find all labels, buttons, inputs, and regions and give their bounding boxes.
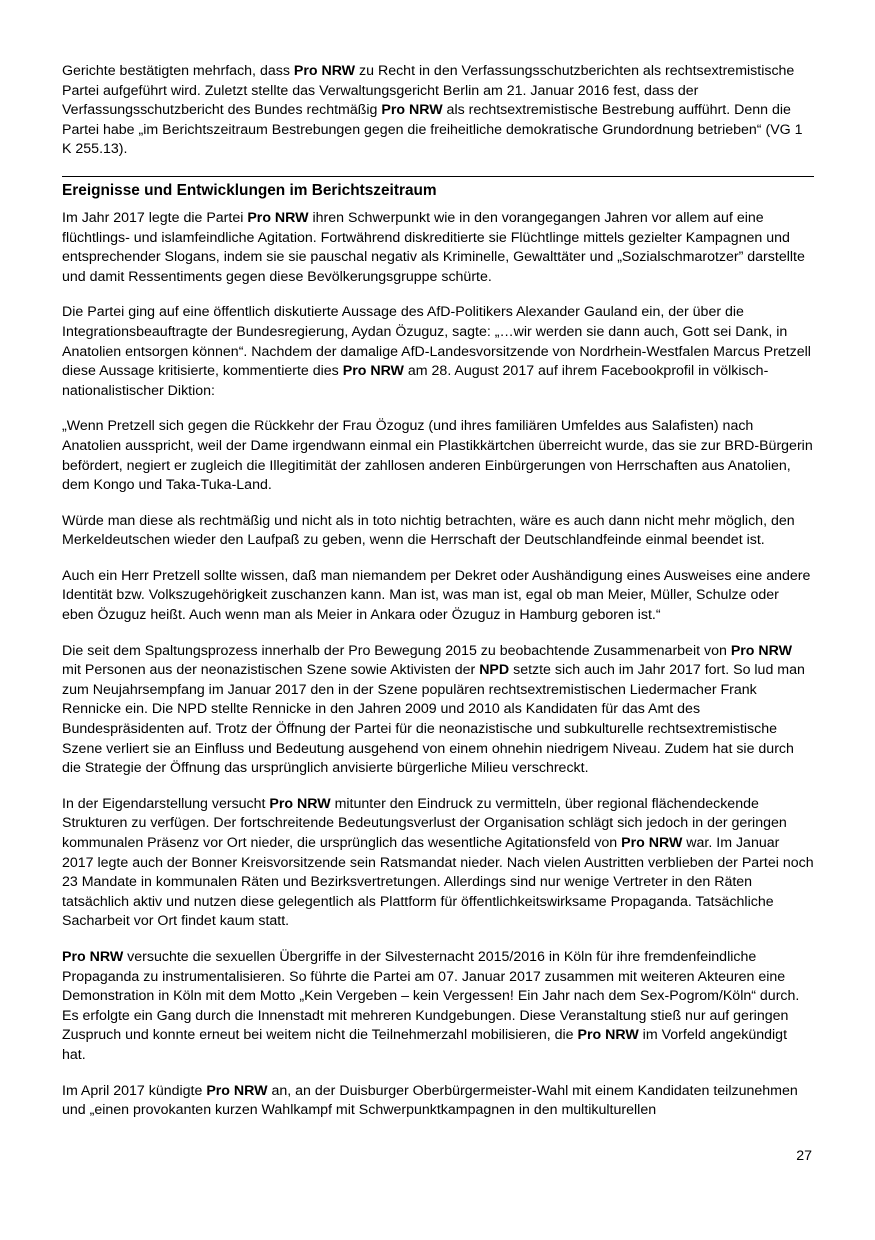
- text-run: Im Jahr 2017 legte die Partei: [62, 209, 248, 226]
- body-paragraph: [62, 642, 814, 779]
- text-run: zu Recht in den Verfassungsschutzberichten als rechtsextremistische Partei aufgeführt wird. Zuletzt stellte das Verwaltungsgericht Berlin am 21. Januar 2016 fest, dass der Verfassungsschutzbericht des Bundes rechtmäßig: [62, 63, 795, 119]
- body-paragraph: [62, 512, 814, 551]
- text-run: war. Im Januar 2017 legte auch der Bonner Kreisvorsitzende sein Ratsmandat nieder. Nach vielen Austritten verblieben der Partei noch 23 Mandate in kommunalen Räten und Bezirksvertretungen. Allerdings sind nur wenige Vertreter in den Räten tatsächlich aktiv und nutzen diese gelegentlich als Plattform für öffentlichkeitswirksame Propaganda. Tatsächliche Sacharbeit vor Ort findet kaum statt.: [62, 835, 814, 930]
- bold-text: Pro NRW: [577, 1027, 639, 1044]
- page-body: [62, 62, 814, 1137]
- text-run: „Wenn Pretzell sich gegen die Rückkehr der Frau Özoguz (und ihres familiären Umfeldes aus Salafisten) nach Anatolien ausspricht, weil der Dame irgendwann einmal ein Plastikkärtchen überreicht wurde, das sie zur BRD-Bürgerin befördert, negiert er zugleich die Illegitimität der zahllosen anderen Einbürgerungen von Herrschaften aus Anatolien, dem Kongo und Taka-Tuka-Land.: [62, 418, 813, 494]
- text-run: mit Personen aus der neonazistischen Szene sowie Aktivisten der: [62, 662, 480, 679]
- text-run: als rechtsextremistische Bestrebung aufführt. Denn die Partei habe „im Berichtszeitraum Bestrebungen gegen die freiheitliche demokratische Grundordnung betrieben“ (VG 1 K 255.13).: [62, 102, 803, 158]
- text-run: setzte sich auch im Jahr 2017 fort. So lud man zum Neujahrsempfang im Januar 2017 den in der Szene populären rechtsextremistischen Liedermacher Frank Rennicke ein. Die NPD stellte Rennicke in den Jahren 2009 und 2010 als Kandidaten für das Amt des Bundespräsidenten auf. Trotz der Öffnung der Partei für die neonazistische und subkulturelle rechtsextremistische Szene verliert sie an Einfluss und Bedeutung ausgehend von einem ohnehin niedrigem Niveau. Zudem hat sie durch die Strategie der Öffnung das ursprünglich anvisierte bürgerliche Milieu verschreckt.: [62, 662, 805, 777]
- body-paragraph: [62, 209, 814, 287]
- text-run: Auch ein Herr Pretzell sollte wissen, daß man niemandem per Dekret oder Aushändigung eines Ausweises eine andere Identität bzw. Volkszugehörigkeit zuschanzen kann. Man ist, was man ist, egal ob man Meier, Müller, Schulze oder eben Özuguz heißt. Auch wenn man als Meier in Ankara oder Özuguz in Hamburg geboren ist.“: [62, 567, 811, 624]
- page-number: 27: [796, 1148, 812, 1164]
- bold-text: NPD: [479, 662, 510, 679]
- intro-paragraph: [62, 62, 814, 160]
- text-run: Würde man diese als rechtmäßig und nicht als in toto nichtig betrachten, wäre es auch dann nicht mehr möglich, den Merkeldeutschen wieder den Laufpaß zu geben, wenn die Herrschaft der Deutschlandfeinde einmal beendet ist.: [62, 512, 795, 549]
- body-paragraph: [62, 948, 814, 1066]
- body-paragraph: [62, 1082, 814, 1121]
- text-run: an, an der Duisburger Oberbürgermeister-Wahl mit einem Kandidaten teilzunehmen und „einen provokanten kurzen Wahlkampf mit Schwerpunktkampagnen in den multikulturellen: [62, 1082, 798, 1119]
- text-run: Die seit dem Spaltungsprozess innerhalb der Pro Bewegung 2015 zu beobachtende Zusammenarbeit von: [62, 642, 731, 659]
- text-run: Gerichte bestätigten mehrfach, dass: [62, 63, 294, 79]
- bold-text: Pro NRW: [342, 363, 404, 380]
- bold-text: Pro NRW: [293, 63, 356, 79]
- body-paragraph: [62, 567, 814, 626]
- text-run: ihren Schwerpunkt wie in den vorangegangen Jahren vor allem auf eine flüchtlings- und islamfeindliche Agitation. Fortwährend diskreditierte sie Flüchtlinge mittels gezielter Kampagnen und entsprechender Slogans, indem sie sie pauschal negativ als Kriminelle, Gewalttäter und „Sozialschmarotzer” darstellte und damit Ressentiments gegen diese Bevölkerungsgruppe schürte.: [62, 209, 805, 285]
- text-run: mitunter den Eindruck zu vermitteln, über regional flächendeckende Strukturen zu verfügen. Der fortschreitende Bedeutungsverlust der Organisation schlägt sich jedoch in der geringen kommunalen Präsenz vor Ort nieder, die ursprünglich das wesentliche Agitationsfeld von: [62, 795, 787, 851]
- text-run: Im April 2017 kündigte: [62, 1082, 207, 1099]
- bold-text: Pro NRW: [247, 209, 309, 226]
- section-heading: Ereignisse und Entwicklungen im Berichtszeitraum: [62, 181, 437, 199]
- bold-text: Pro NRW: [621, 835, 683, 851]
- bold-text: Pro NRW: [206, 1082, 268, 1099]
- body-paragraph: [62, 303, 814, 401]
- body-paragraph: [62, 795, 814, 932]
- body-paragraph: [62, 417, 814, 495]
- text-run: Die Partei ging auf eine öffentlich diskutierte Aussage des AfD-Politikers Alexander Gauland ein, der über die Integrationsbeauftragte der Bundesregierung, Aydan Özuguz, sagte: „…wir werden sie dann auch, Gott sei Dank, in Anatolien entsorgen können“. Nachdem der damalige AfD-Landesvorsitzende von Nordrhein-Westfalen Marcus Pretzell diese Aussage kritisierte, kommentierte dies: [62, 304, 811, 380]
- bold-text: Pro NRW: [269, 795, 331, 812]
- section-body: [62, 209, 814, 1121]
- bold-text: Pro NRW: [62, 948, 124, 965]
- text-run: In der Eigendarstellung versucht: [62, 795, 270, 812]
- text-run: im Vorfeld angekündigt hat.: [62, 1027, 788, 1063]
- text-run: versuchte die sexuellen Übergriffe in der Silvesternacht 2015/2016 in Köln für ihre fremdenfeindliche Propaganda zu instrumentalisieren. So führte die Partei am 07. Januar 2017 zusammen mit weiteren Akteuren eine Demonstration in Köln mit dem Motto „Kein Vergeben – kein Vergessen! Ein Jahr nach dem Sex-Pogrom/Köln“ durch. Es erfolgte ein Gang durch die Innenstadt mit mehreren Kundgebungen. Diese Veranstaltung stieß nur auf geringen Zuspruch und konnte erneut bei weitem nicht die Teilnehmerzahl mobilisieren, die: [62, 948, 800, 1044]
- bold-text: Pro NRW: [730, 642, 793, 659]
- text-run: am 28. August 2017 auf ihrem Facebookprofil in völkisch-nationalistischer Diktion:: [62, 363, 769, 399]
- bold-text: Pro NRW: [381, 102, 443, 119]
- section-divider: [62, 176, 814, 177]
